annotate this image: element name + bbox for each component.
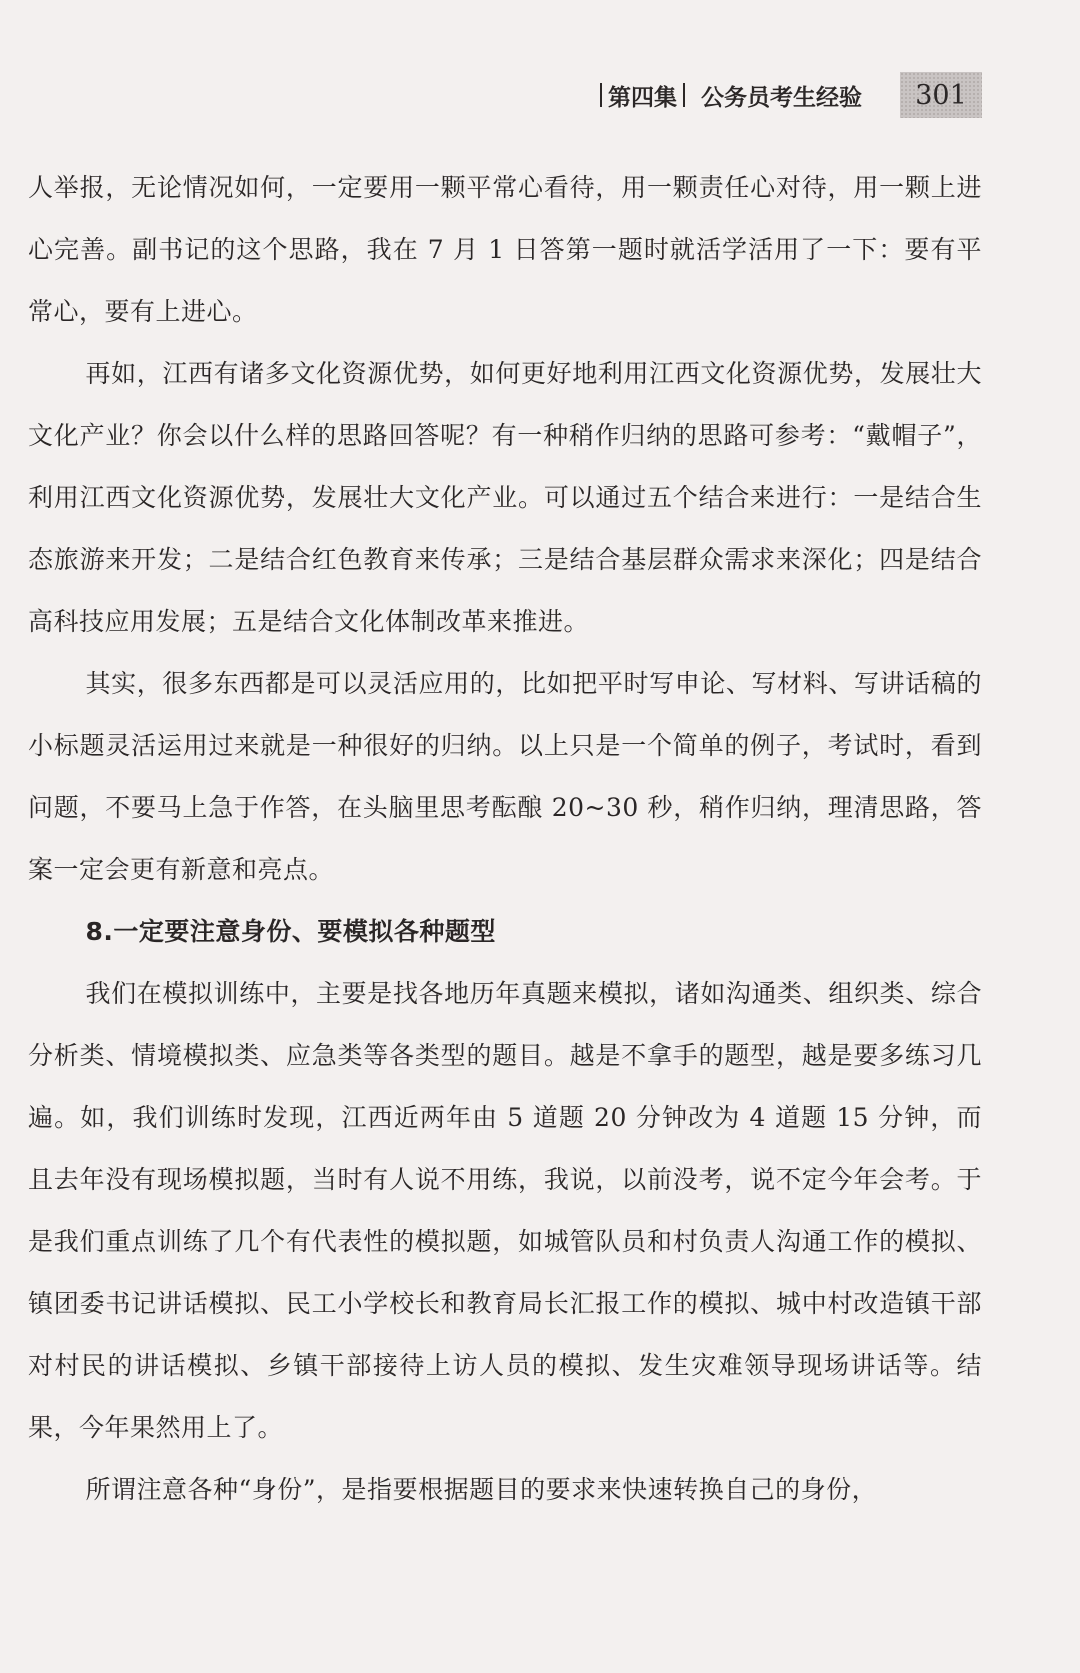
section-heading: 8.一定要注意身份、要模拟各种题型 — [85, 917, 496, 946]
paragraph: 所谓注意各种“身份”，是指要根据题目的要求来快速转换自己的身份， — [85, 1475, 878, 1504]
page-body — [28, 157, 982, 1521]
header-section-title: 公务员考生经验 — [701, 84, 862, 111]
paragraph: 再如，江西有诸多文化资源优势，如何更好地利用江西文化资源优势，发展壮大文化产业？你会以什么样的思路回答呢？有一种稍作归纳的思路可参考：“戴帽子”，利用江西文化资源优势，发展壮大文化产业。可以通过五个结合来进行：一是结合生态旅游来开发；二是结合红色教育来传承；三是结合基层群众需求来深化；四是结合高科技应用发展；五是结合文化体制改革来推进。 — [28, 359, 982, 636]
header-divider — [600, 83, 602, 107]
page-number: 301 — [900, 72, 982, 118]
header-divider — [683, 83, 685, 107]
header-episode: 第四集 — [608, 84, 677, 111]
paragraph: 我们在模拟训练中，主要是找各地历年真题来模拟，诸如沟通类、组织类、综合分析类、情境模拟类、应急类等各类型的题目。越是不拿手的题型，越是要多练习几遍。如，我们训练时发现，江西近两年由 5 道题 20 分钟改为 4 道题 15 分钟，而且去年没有现场模拟题，当时有人说不用练，我说，以前没考，说不定今年会考。于是我们重点训练了几个有代表性的模拟题，如城管队员和村负责人沟通工作的模拟、镇团委书记讲话模拟、民工小学校长和教育局长汇报工作的模拟、城中村改造镇干部对村民的讲话模拟、乡镇干部接待上访人员的模拟、发生灾难领导现场讲话等。结果，今年果然用上了。 — [28, 979, 982, 1442]
paragraph: 其实，很多东西都是可以灵活应用的，比如把平时写申论、写材料、写讲话稿的小标题灵活运用过来就是一种很好的归纳。以上只是一个简单的例子，考试时，看到问题，不要马上急于作答，在头脑里思考酝酿 20~30 秒，稍作归纳，理清思路，答案一定会更有新意和亮点。 — [28, 669, 982, 884]
paragraph: 人举报，无论情况如何，一定要用一颗平常心看待，用一颗责任心对待，用一颗上进心完善。副书记的这个思路，我在 7 月 1 日答第一题时就活学活用了一下：要有平常心，要有上进心。 — [28, 173, 982, 326]
running-header — [594, 72, 982, 118]
